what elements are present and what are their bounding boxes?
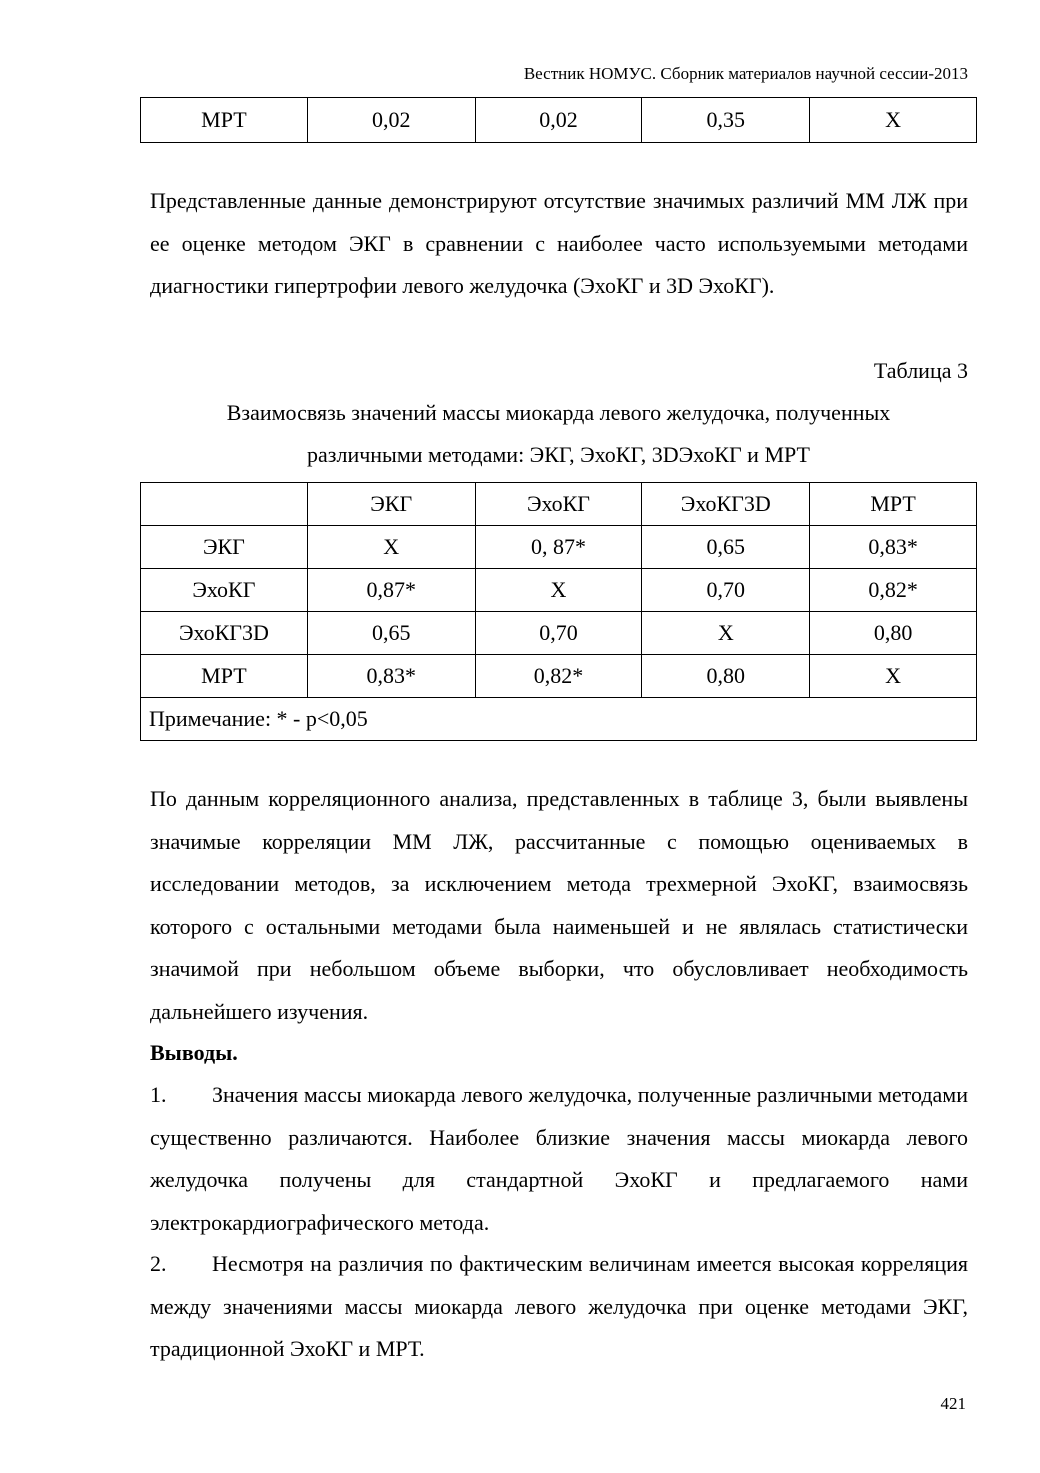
table-header-cell: МРТ — [810, 483, 977, 526]
table-cell: ЭхоКГ3D — [141, 612, 308, 655]
table-cell: Х — [810, 655, 977, 698]
table-cell: 0,65 — [307, 612, 475, 655]
paragraph-1: Представленные данные демонстрируют отсутствие значимых различий ММ ЛЖ при ее оценке методом ЭКГ в сравнении с наиболее часто используемыми методами диагностики гипертрофии левого желудочка (ЭхоКГ и 3D ЭхоКГ). — [150, 188, 968, 298]
table-header-cell — [141, 483, 308, 526]
conclusions-heading: Выводы. — [150, 1040, 238, 1065]
table-cell: ЭКГ — [141, 526, 308, 569]
page-number: 421 — [940, 1394, 966, 1413]
table-header-cell: ЭхоКГ3D — [642, 483, 810, 526]
table-caption — [140, 392, 977, 476]
table-cell: 0,65 — [642, 526, 810, 569]
running-header: Вестник НОМУС. Сборник материалов научной сессии-2013 — [523, 64, 968, 83]
table-cell: 0, 87* — [475, 526, 642, 569]
table-cell: Х — [810, 98, 977, 143]
conclusion-text: Значения массы миокарда левого желудочка, полученные различными методами существенно различаются. Наиболее близкие значения массы миокарда левого желудочка получены для стандартной ЭхоКГ и предлагаемого нами электрокардиографического метода. — [150, 1082, 968, 1235]
correlation-table — [140, 482, 977, 741]
table-cell: 0,83* — [810, 526, 977, 569]
table-row — [141, 98, 977, 143]
table-cell: 0,02 — [475, 98, 642, 143]
paragraph-2: По данным корреляционного анализа, представленных в таблице 3, были выявлены значимые корреляции ММ ЛЖ, рассчитанные с помощью оцениваемых в исследовании методов, за исключением метода трехмерной ЭхоКГ, взаимосвязь которого с остальными методами была наименьшей и не являлась статистически значимой при небольшом объеме выборки, что обусловливает необходимость дальнейшего изучения. — [150, 786, 968, 1024]
table-row — [141, 569, 977, 612]
table-row — [141, 526, 977, 569]
table-header-cell: ЭКГ — [307, 483, 475, 526]
table-number: Таблица 3 — [873, 358, 968, 383]
conclusion-item-2 — [150, 1243, 968, 1371]
conclusion-item-1 — [150, 1074, 968, 1244]
table-cell: 0,80 — [642, 655, 810, 698]
table-cell: 0,70 — [475, 612, 642, 655]
table-caption-line-1: Взаимосвязь значений массы миокарда левого желудочка, полученных — [226, 400, 891, 425]
conclusion-number: 2. — [150, 1251, 167, 1276]
table-cell: 0,82* — [810, 569, 977, 612]
table-cell: 0,82* — [475, 655, 642, 698]
table-header-cell: ЭхоКГ — [475, 483, 642, 526]
table-header-row — [141, 483, 977, 526]
conclusion-number: 1. — [150, 1082, 167, 1107]
table-note: Примечание: * - p<0,05 — [141, 698, 977, 741]
conclusion-text: Несмотря на различия по фактическим величинам имеется высокая корреляция между значениями массы миокарда левого желудочка при оценке методами ЭКГ, традиционной ЭхоКГ и МРТ. — [150, 1251, 968, 1361]
table-cell: МРТ — [141, 655, 308, 698]
table-cell: Х — [307, 526, 475, 569]
table-cell: ЭхоКГ — [141, 569, 308, 612]
table-cell: 0,02 — [307, 98, 475, 143]
table-cell: 0,83* — [307, 655, 475, 698]
table-cell: МРТ — [141, 98, 308, 143]
table-row — [141, 655, 977, 698]
table-cell: 0,70 — [642, 569, 810, 612]
top-table-fragment — [140, 97, 977, 143]
table-cell: 0,87* — [307, 569, 475, 612]
table-row — [141, 612, 977, 655]
table-cell: Х — [475, 569, 642, 612]
table-cell: 0,35 — [642, 98, 810, 143]
table-cell: Х — [642, 612, 810, 655]
table-cell: 0,80 — [810, 612, 977, 655]
table-caption-line-2: различными методами: ЭКГ, ЭхоКГ, 3DЭхоКГ и МРТ — [307, 442, 810, 467]
table-note-row — [141, 698, 977, 741]
